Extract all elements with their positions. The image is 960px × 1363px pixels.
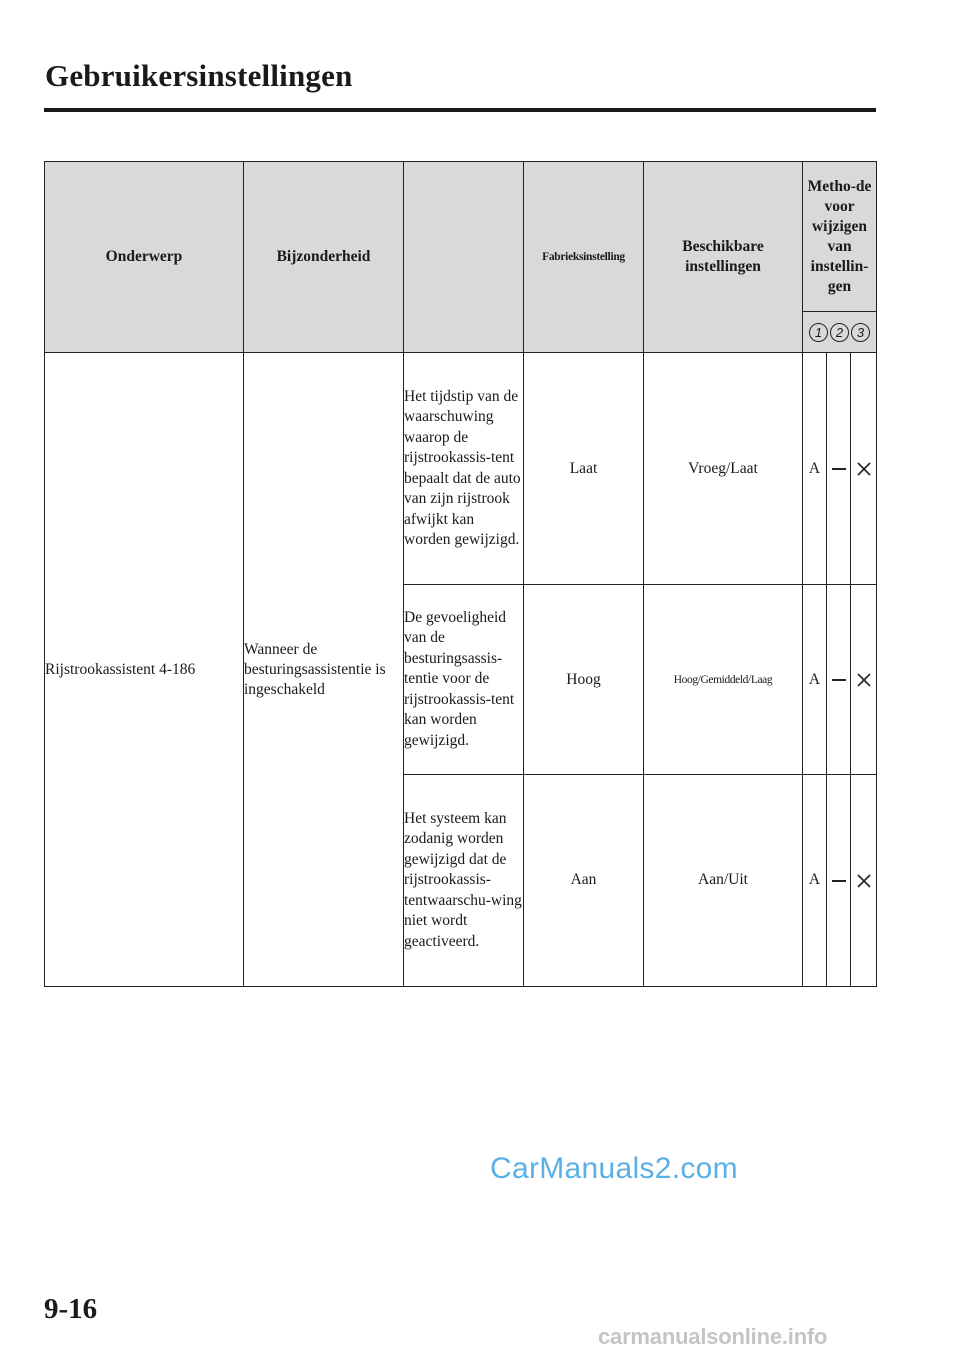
- method-3-cell: [851, 585, 877, 774]
- description-cell: De gevoeligheid van de besturingsassis-tentie voor de rijstrookassis-tent kan worden gewijzigd.: [404, 585, 524, 774]
- factory-cell: Aan: [524, 774, 644, 986]
- watermark-carmanualsonline: carmanualsonline.info: [598, 1324, 828, 1349]
- method-1-cell: A: [803, 774, 827, 986]
- dash-icon: [832, 880, 846, 882]
- page-number: 9-16: [44, 1293, 98, 1325]
- description-cell: Het systeem kan zodanig worden gewijzigd dat de rijstrookassis-tentwaarschu-wing niet wordt geactiveerd.: [404, 774, 524, 986]
- title-divider: [44, 108, 876, 112]
- cross-icon: [856, 672, 872, 688]
- method-3-cell: [851, 774, 877, 986]
- available-cell: Aan/Uit: [644, 774, 803, 986]
- description-cell: Het tijdstip van de waarschuwing waarop de rijstrookassis-tent bepaalt dat de auto van zijn rijstrook afwijkt kan worden gewijzigd.: [404, 353, 524, 585]
- header-topic: Onderwerp: [45, 162, 244, 353]
- watermark-carmanuals2: CarManuals2.com: [490, 1152, 738, 1185]
- cross-icon: [856, 873, 872, 889]
- method-2-cell: [827, 774, 851, 986]
- available-cell: Vroeg/Laat: [644, 353, 803, 585]
- header-factory: Fabrieksinstelling: [524, 162, 644, 353]
- factory-cell: Hoog: [524, 585, 644, 774]
- dash-icon: [832, 468, 846, 470]
- method-2-cell: [827, 353, 851, 585]
- header-available: Beschikbare instellingen: [644, 162, 803, 353]
- method-1-cell: A: [803, 353, 827, 585]
- factory-cell: Laat: [524, 353, 644, 585]
- number-1-icon: 1: [809, 323, 828, 342]
- number-2-icon: 2: [830, 323, 849, 342]
- header-method: Metho-de voor wijzigen van instellin-gen: [803, 162, 877, 312]
- header-detail: Bijzonderheid: [244, 162, 404, 353]
- page-title: Gebruikersinstellingen: [45, 58, 353, 93]
- number-3-icon: 3: [851, 323, 870, 342]
- available-cell: Hoog/Gemiddeld/Laag: [644, 585, 803, 774]
- dash-icon: [832, 679, 846, 681]
- method-2-cell: [827, 585, 851, 774]
- method-3-cell: [851, 353, 877, 585]
- method-1-cell: A: [803, 585, 827, 774]
- settings-table: [44, 161, 877, 987]
- cross-icon: [856, 461, 872, 477]
- header-method-numbers: [803, 312, 877, 353]
- header-description: [404, 162, 524, 353]
- table-row: [45, 353, 877, 585]
- detail-cell: Wanneer de besturingsassistentie is ingeschakeld: [244, 353, 404, 987]
- topic-cell: Rijstrookassistent 4-186: [45, 353, 244, 987]
